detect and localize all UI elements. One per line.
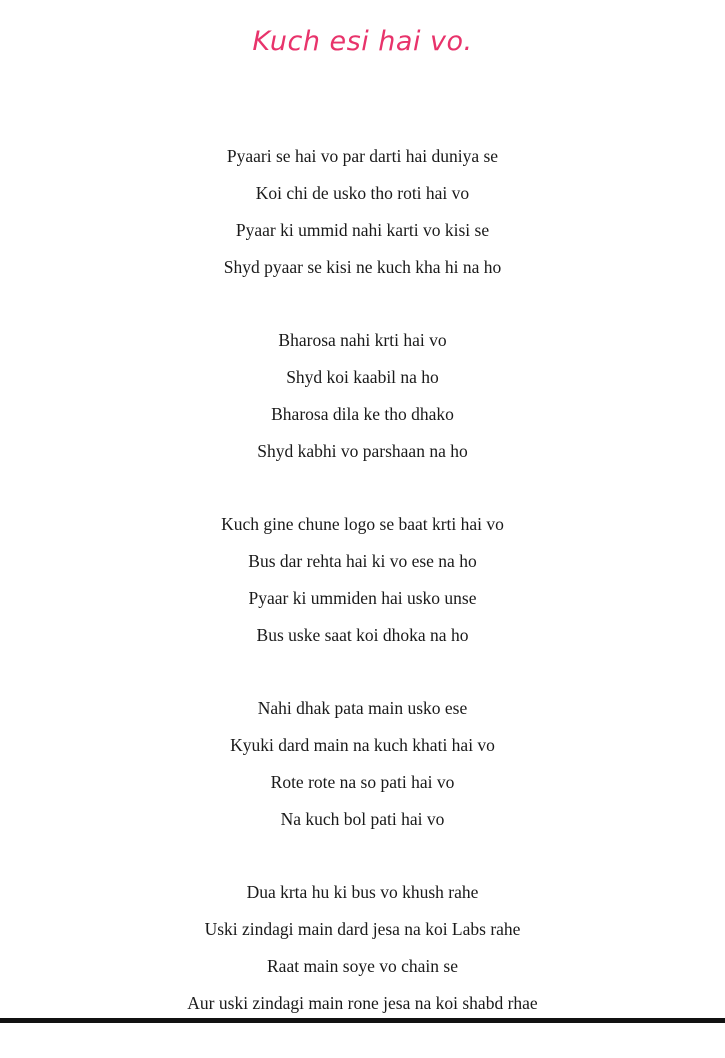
poem-line: Rote rote na so pati hai vo xyxy=(270,772,455,792)
poem-title: Kuch esi hai vo. xyxy=(252,26,473,57)
poem-line: Pyaari se hai vo par darti hai duniya se xyxy=(226,146,499,166)
stanza xyxy=(0,138,725,286)
poem-line: Kyuki dard main na kuch khati hai vo xyxy=(230,735,495,755)
poem-line: Na kuch bol pati hai vo xyxy=(280,809,445,829)
poem-line: Uski zindagi main dard jesa na koi Labs rahe xyxy=(204,919,521,939)
poem-line: Koi chi de usko tho roti hai vo xyxy=(255,183,470,203)
stanza xyxy=(0,506,725,654)
poem-line: Shyd kabhi vo parshaan na ho xyxy=(257,441,468,461)
poem-line: Nahi dhak pata main usko ese xyxy=(257,698,468,718)
poem-line: Raat main soye vo chain se xyxy=(267,956,458,976)
poem-line: Pyaar ki ummid nahi karti vo kisi se xyxy=(235,220,490,240)
stanza xyxy=(0,874,725,1022)
poem-line: Bus uske saat koi dhoka na ho xyxy=(256,625,469,645)
poem-line: Bus dar rehta hai ki vo ese na ho xyxy=(248,551,477,571)
poem-line: Pyaar ki ummiden hai usko unse xyxy=(248,588,477,608)
poem-line: Kuch gine chune logo se baat krti hai vo xyxy=(221,514,504,534)
poem-line: Bharosa nahi krti hai vo xyxy=(278,330,447,350)
stanza xyxy=(0,690,725,838)
poem-line: Dua krta hu ki bus vo khush rahe xyxy=(246,882,479,902)
stanza xyxy=(0,322,725,470)
poem-line: Shyd pyaar se kisi ne kuch kha hi na ho xyxy=(223,257,502,277)
poem-line: Aur uski zindagi main rone jesa na koi shabd rhae xyxy=(187,993,538,1013)
poem-line: Bharosa dila ke tho dhako xyxy=(271,404,454,424)
poem-line: Shyd koi kaabil na ho xyxy=(286,367,439,387)
poem-body xyxy=(0,138,725,1058)
bottom-edge-bar xyxy=(0,1018,725,1023)
